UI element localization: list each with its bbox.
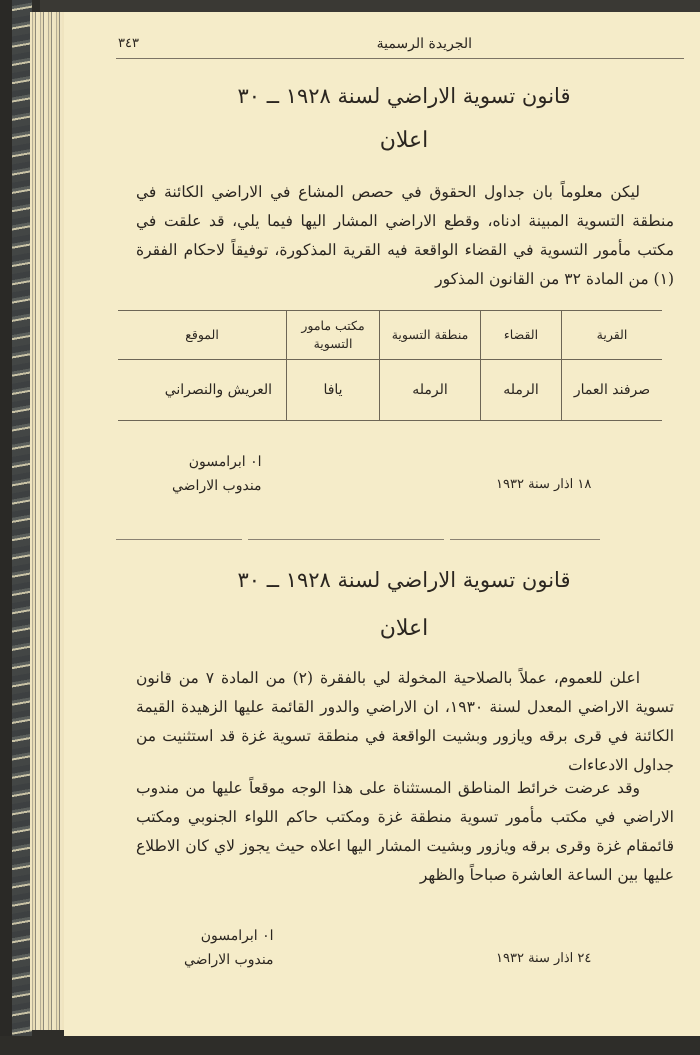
bottom-shadow xyxy=(0,1036,700,1055)
marbled-edge xyxy=(12,0,32,1040)
journal-title: الجريدة الرسمية xyxy=(376,36,472,52)
col-village: القرية xyxy=(562,311,663,360)
table-header-row xyxy=(118,311,662,360)
document-page xyxy=(64,12,700,1037)
header-rule xyxy=(116,58,684,59)
notice-1-title: قانون تسوية الاراضي لسنة ١٩٢٨ ــ ٣٠ xyxy=(237,84,571,108)
cell-settlement-office: يافا xyxy=(287,360,380,421)
notice-2-body-1: اعلن للعموم، عملاً بالصلاحية المخولة لي بالفقرة (٢) من المادة ٧ من قانون تسوية الاراضي المعدل لسنة ١٩٣٠، ان الاراضي والدور القائمة عليها الزهيدة القيمة الكائنة في قرى برقه ويازور وبشيت الواقعة في منطقة تسوية غزة قد استثنيت من جداول الادعاءات xyxy=(136,669,674,774)
col-district: القضاء xyxy=(481,311,562,360)
notice-2-date: ٢٤ اذار سنة ١٩٣٢ xyxy=(496,951,592,966)
notice-1-body: ليكن معلوماً بان جداول الحقوق في حصص المشاع في الاراضي الكائنة في منطقة التسوية المبينة ادناه، وقطع الاراضي المشار اليها فيما يلي، قد علقت في مكتب مأمور التسوية في القضاء الواقعة فيه القرية المذكورة، توفيقاً لاحكام الفقرة (١) من المادة ٣٢ من القانون المذكور xyxy=(136,183,674,288)
col-location: الموقع xyxy=(118,311,287,360)
cell-location: العريش والنصراني xyxy=(118,360,287,421)
cell-settlement-area: الرمله xyxy=(380,360,481,421)
col-settlement-office: مكتب مامور التسوية xyxy=(287,311,380,360)
notice-2-title: قانون تسوية الاراضي لسنة ١٩٢٨ ــ ٣٠ xyxy=(237,568,571,592)
page-stack-edge xyxy=(30,12,66,1030)
cell-district: الرمله xyxy=(481,360,562,421)
section-divider-right xyxy=(450,539,600,540)
cell-village: صرفند العمار xyxy=(562,360,663,421)
signatory-name: ا٠ ابرامسون xyxy=(188,454,262,470)
settlement-table xyxy=(118,310,662,421)
col-settlement-area: منطقة التسوية xyxy=(380,311,481,360)
notice-1-heading: اعلان xyxy=(379,128,429,153)
notice-2-body-2: وقد عرضت خرائط المناطق المستثناة على هذا الوجه موقعاً عليها من مندوب الاراضي في مكتب مأمور تسوية منطقة غزة ومكتب حاكم اللواء الجنوبي ومكتب قائمقام غزة وقرى برقه ويازور وبشيت المشار اليها اعلاه حيث يجوز لاي كان الاطلاع عليها بين الساعة العاشرة صباحاً والظهر xyxy=(136,779,674,884)
table-row xyxy=(118,360,662,421)
section-divider-middle xyxy=(248,539,444,540)
notice-2-heading: اعلان xyxy=(379,616,429,641)
notice-1-date: ١٨ اذار سنة ١٩٣٢ xyxy=(496,477,592,492)
signatory-name: ا٠ ابرامسون xyxy=(200,928,274,944)
page-number: ٣٤٣ xyxy=(118,36,139,51)
signatory-title: مندوب الاراضي xyxy=(184,952,274,968)
signatory-title: مندوب الاراضي xyxy=(172,478,262,494)
notice-1-signature xyxy=(172,450,262,498)
page-header xyxy=(112,28,682,58)
notice-2-signature xyxy=(184,924,274,972)
section-divider-left xyxy=(116,539,242,540)
